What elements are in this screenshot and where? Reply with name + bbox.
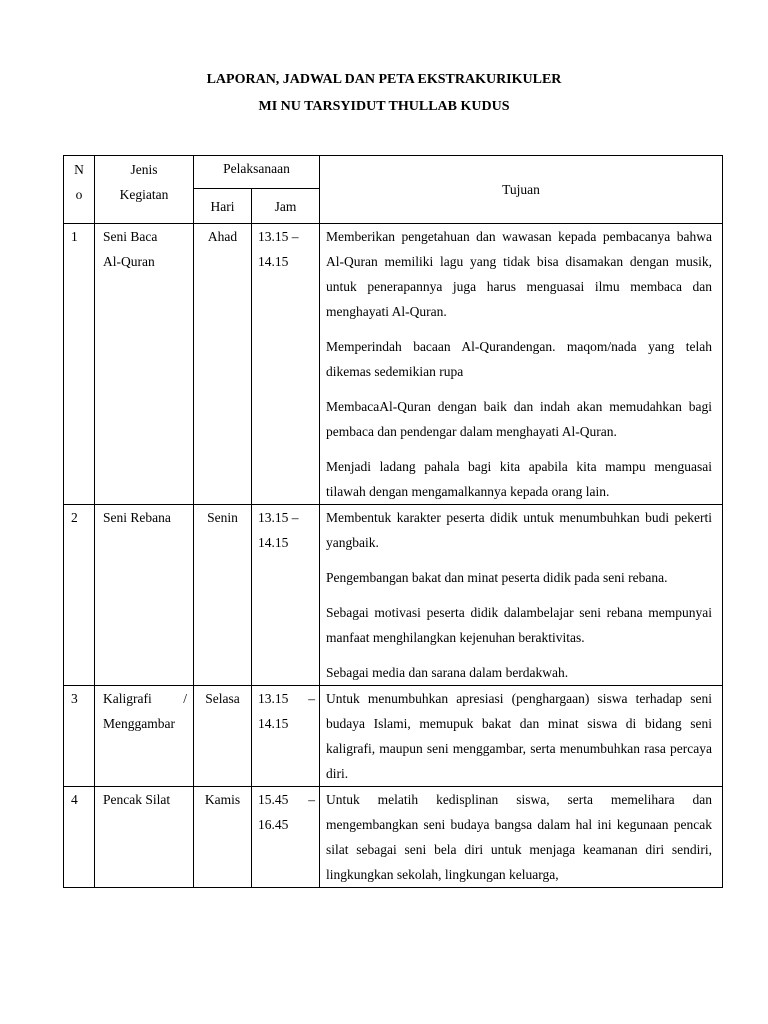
tujuan-paragraph: Memberikan pengetahuan dan wawasan kepada pembacanya bahwa Al-Quran memiliki lagu yang tidak bisa disamakan dengan musik, untuk penerapannya juga harus menguasai ilmu membaca dan menghayati Al-Quran.: [326, 229, 713, 319]
cell-no: 1: [64, 224, 95, 505]
cell-tujuan: [320, 686, 723, 787]
document-title: LAPORAN, JADWAL DAN PETA EKSTRAKURIKULER: [206, 72, 562, 87]
header-jenis-kegiatan: Jenis Kegiatan: [95, 156, 194, 224]
header-pelaksanaan: Pelaksanaan: [194, 156, 320, 189]
cell-jam: 13.15 – 14.15: [252, 686, 320, 787]
tujuan-paragraph: Sebagai motivasi peserta didik dalambelajar seni rebana mempunyai manfaat menghilangkan kejenuhan beraktivitas.: [326, 605, 713, 645]
header-hari: Hari: [194, 189, 252, 224]
cell-tujuan: [320, 505, 723, 686]
cell-jam: 13.15 – 14.15: [252, 224, 320, 505]
cell-jenis-kegiatan: Pencak Silat: [95, 787, 194, 888]
extracurricular-table: [63, 155, 723, 888]
cell-hari: Ahad: [194, 224, 252, 505]
tujuan-paragraph: Pengembangan bakat dan minat peserta didik pada seni rebana.: [326, 570, 668, 585]
tujuan-paragraph: Membentuk karakter peserta didik untuk menumbuhkan budi pekerti yangbaik.: [326, 510, 713, 550]
cell-tujuan: [320, 224, 723, 505]
cell-hari: Kamis: [194, 787, 252, 888]
table-row: [64, 686, 723, 787]
cell-tujuan: [320, 787, 723, 888]
tujuan-paragraph: Sebagai media dan sarana dalam berdakwah.: [326, 665, 569, 680]
header-tujuan: Tujuan: [320, 156, 723, 224]
tujuan-paragraph: MembacaAl-Quran dengan baik dan indah akan memudahkan bagi pembaca dan pendengar dalam menghayati Al-Quran.: [326, 399, 713, 439]
tujuan-paragraph: Menjadi ladang pahala bagi kita apabila kita mampu menguasai tilawah dengan mengamalkannya kepada orang lain.: [326, 459, 713, 499]
header-no: N o: [64, 156, 95, 224]
tujuan-paragraph: Untuk menumbuhkan apresiasi (penghargaan) siswa terhadap seni budaya Islami, memupuk bakat dan minat siswa di bidang seni kaligrafi, maupun seni menggambar, serta menumbuhkan rasa percaya diri.: [326, 691, 713, 781]
cell-no: 4: [64, 787, 95, 888]
cell-no: 2: [64, 505, 95, 686]
header-jam: Jam: [252, 189, 320, 224]
cell-jenis-kegiatan: Seni Rebana: [95, 505, 194, 686]
table-row: [64, 787, 723, 888]
cell-hari: Senin: [194, 505, 252, 686]
document-subtitle: MI NU TARSYIDUT THULLAB KUDUS: [258, 99, 510, 114]
cell-jenis-kegiatan: Kaligrafi / Menggambar: [95, 686, 194, 787]
cell-no: 3: [64, 686, 95, 787]
tujuan-paragraph: Untuk melatih kedisplinan siswa, serta memelihara dan mengembangkan seni budaya bangsa dalam hal ini kegunaan pencak silat sebagai seni bela diri untuk menjaga keamanan diri sendiri, lingkungkan sekolah, lingkungan keluarga,: [326, 792, 713, 882]
cell-jenis-kegiatan: Seni Baca Al-Quran: [95, 224, 194, 505]
table-row: [64, 224, 723, 505]
cell-hari: Selasa: [194, 686, 252, 787]
tujuan-paragraph: Memperindah bacaan Al-Qurandengan. maqom/nada yang telah dikemas sedemikian rupa: [326, 339, 713, 379]
table-row: [64, 505, 723, 686]
cell-jam: 15.45 – 16.45: [252, 787, 320, 888]
table-header-row: [64, 156, 723, 189]
cell-jam: 13.15 – 14.15: [252, 505, 320, 686]
